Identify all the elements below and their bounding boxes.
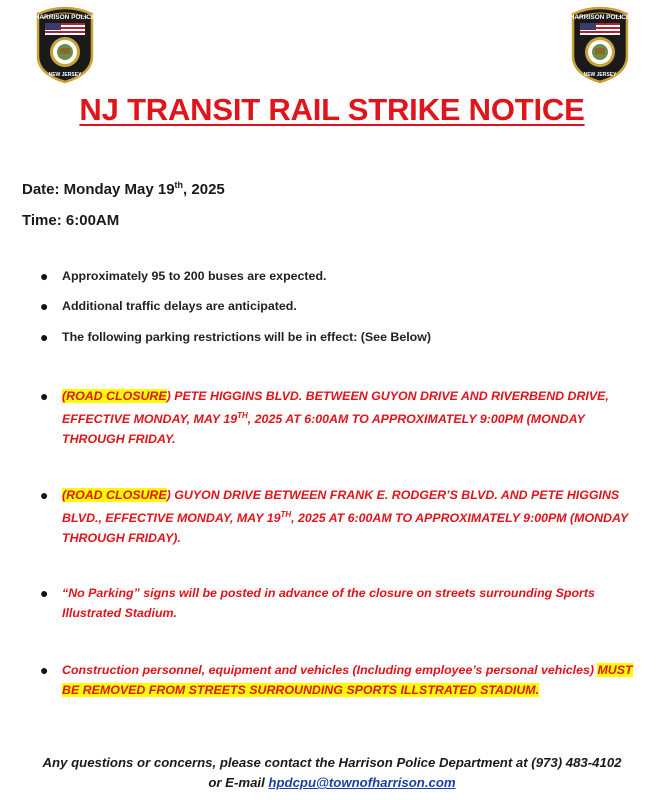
closure-part-b: , 2025 AT 6:00AM TO APPROXIMATELY 9:00PM (MONDAY THROUGH FRIDAY. [62,412,585,447]
closure-part-a: ) PETE HIGGINS BLVD. BETWEEN GUYON DRIVE AND RIVERBEND DRIVE, EFFECTIVE MONDAY, MAY 19 [62,389,609,427]
list-item [40,296,640,316]
police-badge-right [567,4,633,84]
police-badge-left [32,4,98,84]
svg-text:HARRISON POLICE: HARRISON POLICE [34,14,96,21]
closure-part-a: ) GUYON DRIVE BETWEEN FRANK E. RODGER’S BLVD. AND PETE HIGGINS BLVD., EFFECTIVE MONDAY, MAY 19 [62,488,620,526]
svg-text:HARRISON POLICE: HARRISON POLICE [569,14,631,21]
no-parking-item [40,583,640,623]
bullet-text: Additional traffic delays are anticipated. [62,299,297,313]
footer-email-line [0,775,664,790]
date-sup: th [174,180,184,190]
date-suffix: , 2025 [183,181,225,198]
road-closure-item [40,386,640,449]
footer-email-prefix: or E-mail [208,775,269,790]
list-item [40,266,640,286]
svg-text:NEW JERSEY: NEW JERSEY [48,72,82,78]
closure-text [62,485,640,548]
date-prefix: Date: Monday May 19 [22,181,175,198]
bullet-icon: ● [40,298,49,314]
road-closure-item [40,485,640,548]
bullet-icon: ● [40,268,49,284]
bullet-icon: ● [40,585,49,601]
construction-item [40,660,640,700]
construction-text [62,660,640,700]
closure-part-b: , 2025 AT 6:00AM TO APPROXIMATELY 9:00PM (MONDAY THROUGH FRIDAY). [62,511,629,546]
construction-part: Construction personnel, equipment and vehicles (Including employee’s personal vehicles) [62,663,598,677]
date-line [22,180,225,198]
no-parking-text: “No Parking” signs will be posted in advance of the closure on streets surrounding Sports Illustrated Stadium. [62,586,595,620]
bullet-text: The following parking restrictions will be in effect: (See Below) [62,330,432,344]
closure-highlight: (ROAD CLOSURE [62,389,167,403]
footer-contact-line: Any questions or concerns, please contact the Harrison Police Department at (973) 483-4102 [42,755,622,770]
notice-title: NJ TRANSIT RAIL STRIKE NOTICE [79,92,585,127]
construction-highlight: MUST BE REMOVED FROM STREETS SURROUNDING SPORTS ILLSTRATED STADIUM. [62,663,633,697]
closure-sup: TH [280,510,292,519]
bullet-icon: ● [40,487,49,503]
closure-highlight: (ROAD CLOSURE [62,488,167,502]
email-link[interactable]: hpdcpu@townofharrison.com [268,775,456,790]
time-line: Time: 6:00AM [22,212,120,229]
bullet-text: Approximately 95 to 200 buses are expected. [62,269,327,283]
bullet-icon: ● [40,662,49,678]
closure-sup: TH [237,411,248,420]
bullet-icon: ● [40,388,49,404]
bullet-icon: ● [40,329,49,345]
svg-text:NEW JERSEY: NEW JERSEY [583,72,617,78]
closure-text [62,386,640,449]
list-item [40,327,640,347]
